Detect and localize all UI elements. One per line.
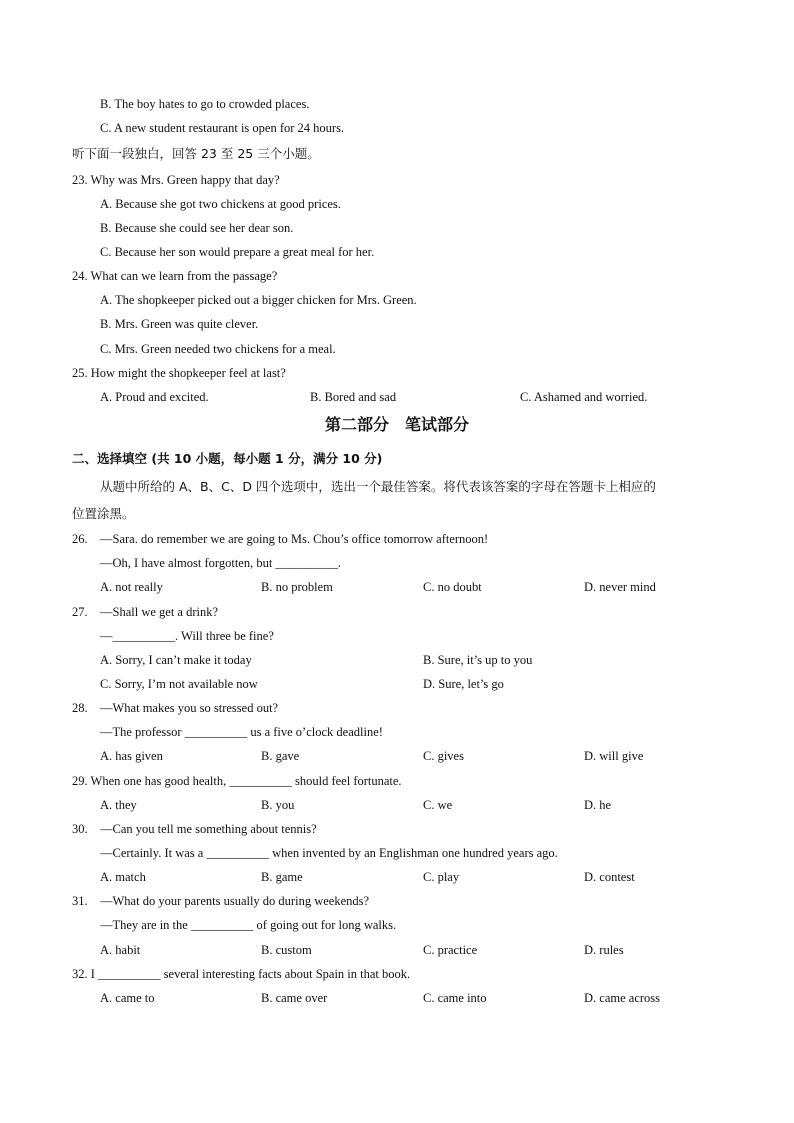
- instructions: 从题中所给的 A、B、C、D 四个选项中，选出一个最佳答案。将代表该答案的字母在答题卡上相应的: [100, 479, 656, 494]
- option-d: D. rules: [584, 943, 624, 957]
- option-a: A. has given: [100, 749, 163, 763]
- question-stem: 29. When one has good health, __________ should feel fortunate.: [72, 774, 402, 788]
- option-b: B. you: [261, 798, 295, 812]
- option-d: D. Sure, let’s go: [423, 677, 504, 691]
- option-line: B. The boy hates to go to crowded places.: [100, 97, 310, 111]
- option-line: C. A new student restaurant is open for 24 hours.: [100, 121, 345, 135]
- dialogue-line: —Certainly. It was a __________ when invented by an Englishman one hundred years ago.: [100, 846, 558, 860]
- section-heading: 二、选择填空 (共 10 小题，每小题 1 分，满分 10 分): [72, 451, 383, 466]
- option-b: B. game: [261, 870, 303, 884]
- option-c: C. no doubt: [423, 580, 482, 594]
- instructions-cont: 位置涂黑。: [72, 506, 135, 521]
- question-stem: 23. Why was Mrs. Green happy that day?: [72, 173, 280, 187]
- question-number: 30.: [72, 822, 88, 836]
- option-line: B. Mrs. Green was quite clever.: [100, 317, 259, 331]
- dialogue-line: —Oh, I have almost forgotten, but __________.: [100, 556, 342, 570]
- option-b: B. Sure, it’s up to you: [423, 653, 533, 667]
- question-number: 26.: [72, 532, 88, 546]
- option-d: D. came across: [584, 991, 661, 1005]
- option-line: B. Because she could see her dear son.: [100, 221, 294, 235]
- question-number: 28.: [72, 701, 88, 715]
- dialogue-line: —Shall we get a drink?: [100, 605, 219, 619]
- option-c: C. gives: [423, 749, 464, 763]
- question-number: 27.: [72, 605, 88, 619]
- question-number: 31.: [72, 894, 88, 908]
- option-d: D. he: [584, 798, 612, 812]
- option-a: A. not really: [100, 580, 163, 594]
- option-b: B. Bored and sad: [310, 390, 397, 404]
- option-a: A. came to: [100, 991, 155, 1005]
- option-c: C. practice: [423, 943, 478, 957]
- option-d: D. will give: [584, 749, 644, 763]
- option-c: C. we: [423, 798, 453, 812]
- option-line: C. Because her son would prepare a great meal for her.: [100, 245, 375, 259]
- dialogue-line: —__________. Will three be fine?: [100, 629, 274, 643]
- option-b: B. came over: [261, 991, 328, 1005]
- option-c: C. came into: [423, 991, 487, 1005]
- question-stem: 24. What can we learn from the passage?: [72, 269, 278, 283]
- option-line: A. Because she got two chickens at good prices.: [100, 197, 341, 211]
- monologue-instruction: 听下面一段独白，回答 23 至 25 三个小题。: [72, 146, 320, 161]
- dialogue-line: —The professor __________ us a five o’clock deadline!: [100, 725, 383, 739]
- dialogue-line: —What makes you so stressed out?: [100, 701, 279, 715]
- dialogue-line: —Sara. do remember we are going to Ms. Chou’s office tomorrow afternoon!: [100, 532, 489, 546]
- option-c: C. play: [423, 870, 460, 884]
- option-line: A. The shopkeeper picked out a bigger chicken for Mrs. Green.: [100, 293, 417, 307]
- option-a: A. they: [100, 798, 137, 812]
- option-a: A. habit: [100, 943, 141, 957]
- option-d: D. contest: [584, 870, 635, 884]
- option-c: C. Sorry, I’m not available now: [100, 677, 258, 691]
- dialogue-line: —What do your parents usually do during weekends?: [100, 894, 370, 908]
- option-line: C. Mrs. Green needed two chickens for a meal.: [100, 342, 336, 356]
- option-c: C. Ashamed and worried.: [520, 390, 648, 404]
- option-d: D. never mind: [584, 580, 656, 594]
- option-a: A. match: [100, 870, 146, 884]
- part-title: 第二部分 笔试部分: [324, 415, 469, 434]
- question-stem: 25. How might the shopkeeper feel at last?: [72, 366, 286, 380]
- dialogue-line: —They are in the __________ of going out for long walks.: [100, 918, 397, 932]
- option-a: A. Sorry, I can’t make it today: [100, 653, 252, 667]
- option-b: B. custom: [261, 943, 312, 957]
- option-b: B. no problem: [261, 580, 333, 594]
- dialogue-line: —Can you tell me something about tennis?: [100, 822, 317, 836]
- question-stem: 32. I __________ several interesting facts about Spain in that book.: [72, 967, 411, 981]
- option-a: A. Proud and excited.: [100, 390, 209, 404]
- option-b: B. gave: [261, 749, 300, 763]
